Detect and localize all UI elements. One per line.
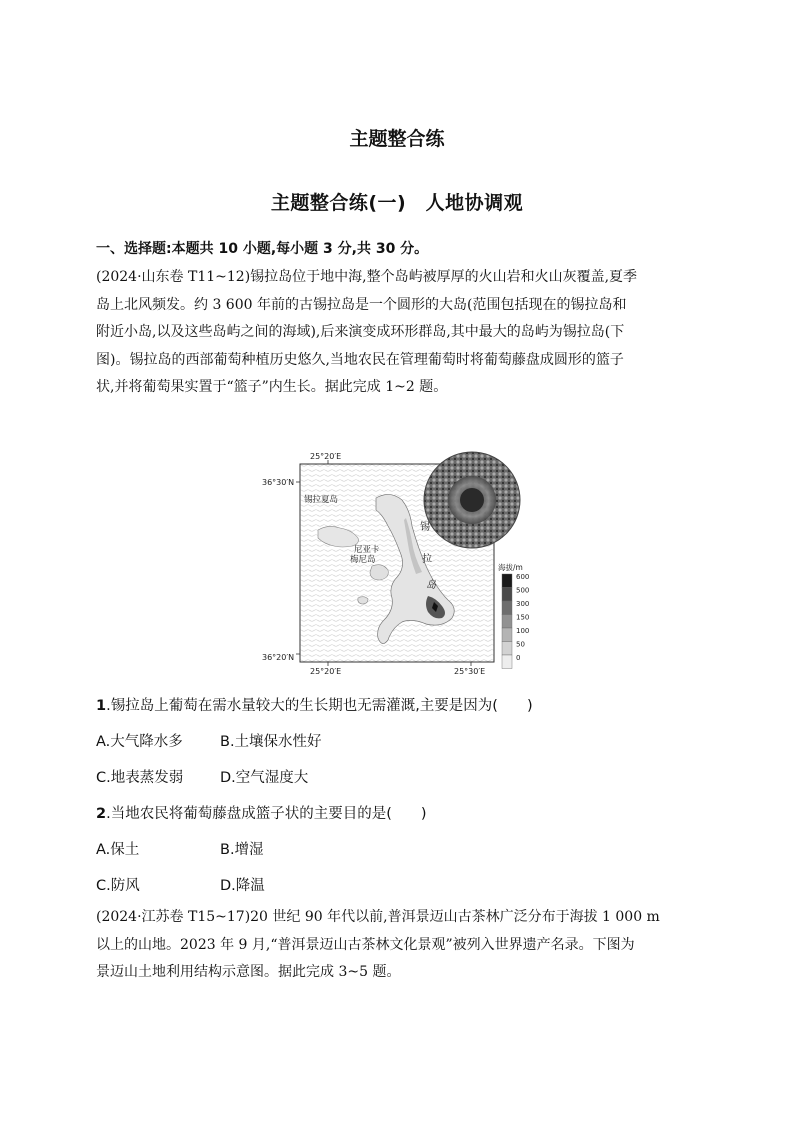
lat-top-label: 36°30′N [262, 478, 295, 487]
passage-line: (2024·江苏卷 T15~17)20 世纪 90 年代以前,普洱景迈山古茶林广泛分布于海拔 1 000 m [96, 909, 660, 925]
santorini-map-figure [258, 448, 538, 674]
lon-top-label: 25°20′E [310, 452, 342, 461]
legend-swatch [502, 642, 512, 656]
label-thira-dao: 岛 [426, 580, 436, 591]
elevation-legend [502, 573, 529, 669]
lat-bottom-label: 36°20′N [262, 653, 295, 662]
lon-bottom-right-label: 25°30′E [454, 667, 486, 674]
option-2A[interactable]: A.保土 [96, 842, 140, 858]
label-nea-kameni-2: 梅尼岛 [350, 555, 376, 565]
option-2B[interactable]: B.增湿 [220, 842, 264, 858]
option-1A[interactable]: A.大气降水多 [96, 734, 183, 750]
legend-swatch [502, 601, 512, 615]
legend-swatch [502, 588, 512, 602]
option-2D[interactable]: D.降温 [220, 878, 265, 894]
legend-title: 海拔/m [498, 563, 523, 572]
legend-swatch [502, 615, 512, 629]
label-thirasia: 锡拉夏岛 [304, 495, 339, 505]
option-1D[interactable]: D.空气湿度大 [220, 770, 309, 786]
label-thira-la: 拉 [422, 554, 432, 565]
question-2 [96, 802, 427, 823]
label-thira-xi: 锡 [420, 522, 430, 533]
question-1 [96, 694, 533, 715]
page-title: 主题整合练 [349, 128, 445, 150]
lon-bottom-left-label: 25°20′E [310, 667, 342, 674]
option-1C[interactable]: C.地表蒸发弱 [96, 770, 184, 786]
legend-swatch [502, 574, 512, 588]
option-2C[interactable]: C.防风 [96, 878, 140, 894]
passage-line: 状,并将葡萄果实置于“篮子”内生长。据此完成 1~2 题。 [96, 379, 448, 395]
passage-line: 岛上北风频发。约 3 600 年前的古锡拉岛是一个圆形的大岛(范围包括现在的锡拉岛和 [96, 296, 627, 313]
legend-value: 100 [516, 627, 530, 635]
question-text: .当地农民将葡萄藤盘成篮子状的主要目的是( ) [106, 806, 427, 822]
legend-value: 50 [516, 640, 525, 649]
label-nea-kameni-1: 尼亚卡 [354, 545, 380, 555]
section-title: 主题整合练(一) 人地协调观 [270, 192, 524, 214]
question-number: 1 [96, 698, 107, 714]
passage-2 [96, 904, 696, 987]
small-islet [358, 597, 368, 604]
question-text: .锡拉岛上葡萄在需水量较大的生长期也无需灌溉,主要是因为( ) [106, 698, 533, 714]
legend-value: 0 [516, 654, 521, 662]
passage-line: 图)。锡拉岛的西部葡萄种植历史悠久,当地农民在管理葡萄时将葡萄藤盘成圆形的篮子 [96, 351, 624, 368]
legend-swatch [502, 655, 512, 669]
legend-value: 500 [516, 586, 530, 595]
option-1B[interactable]: B.土壤保水性好 [220, 734, 322, 750]
passage-1 [96, 264, 696, 402]
legend-value: 150 [516, 613, 530, 622]
passage-line: 附近小岛,以及这些岛屿之间的海域),后来演变成环形群岛,其中最大的岛屿为锡拉岛(下 [96, 324, 625, 340]
section-instruction: 一、选择题:本题共 10 小题,每小题 3 分,共 30 分。 [96, 241, 429, 257]
passage-line: (2024·山东卷 T11~12)锡拉岛位于地中海,整个岛屿被厚厚的火山岩和火山灰覆盖,夏季 [96, 269, 638, 285]
legend-value: 300 [516, 600, 530, 608]
passage-line: 以上的山地。2023 年 9 月,“普洱景迈山古茶林文化景观”被列入世界遗产名录。下图为 [96, 936, 635, 953]
passage-line: 景迈山土地利用结构示意图。据此完成 3~5 题。 [96, 964, 401, 980]
question-number: 2 [96, 806, 107, 822]
legend-swatch [502, 628, 512, 642]
legend-value: 600 [516, 573, 530, 581]
